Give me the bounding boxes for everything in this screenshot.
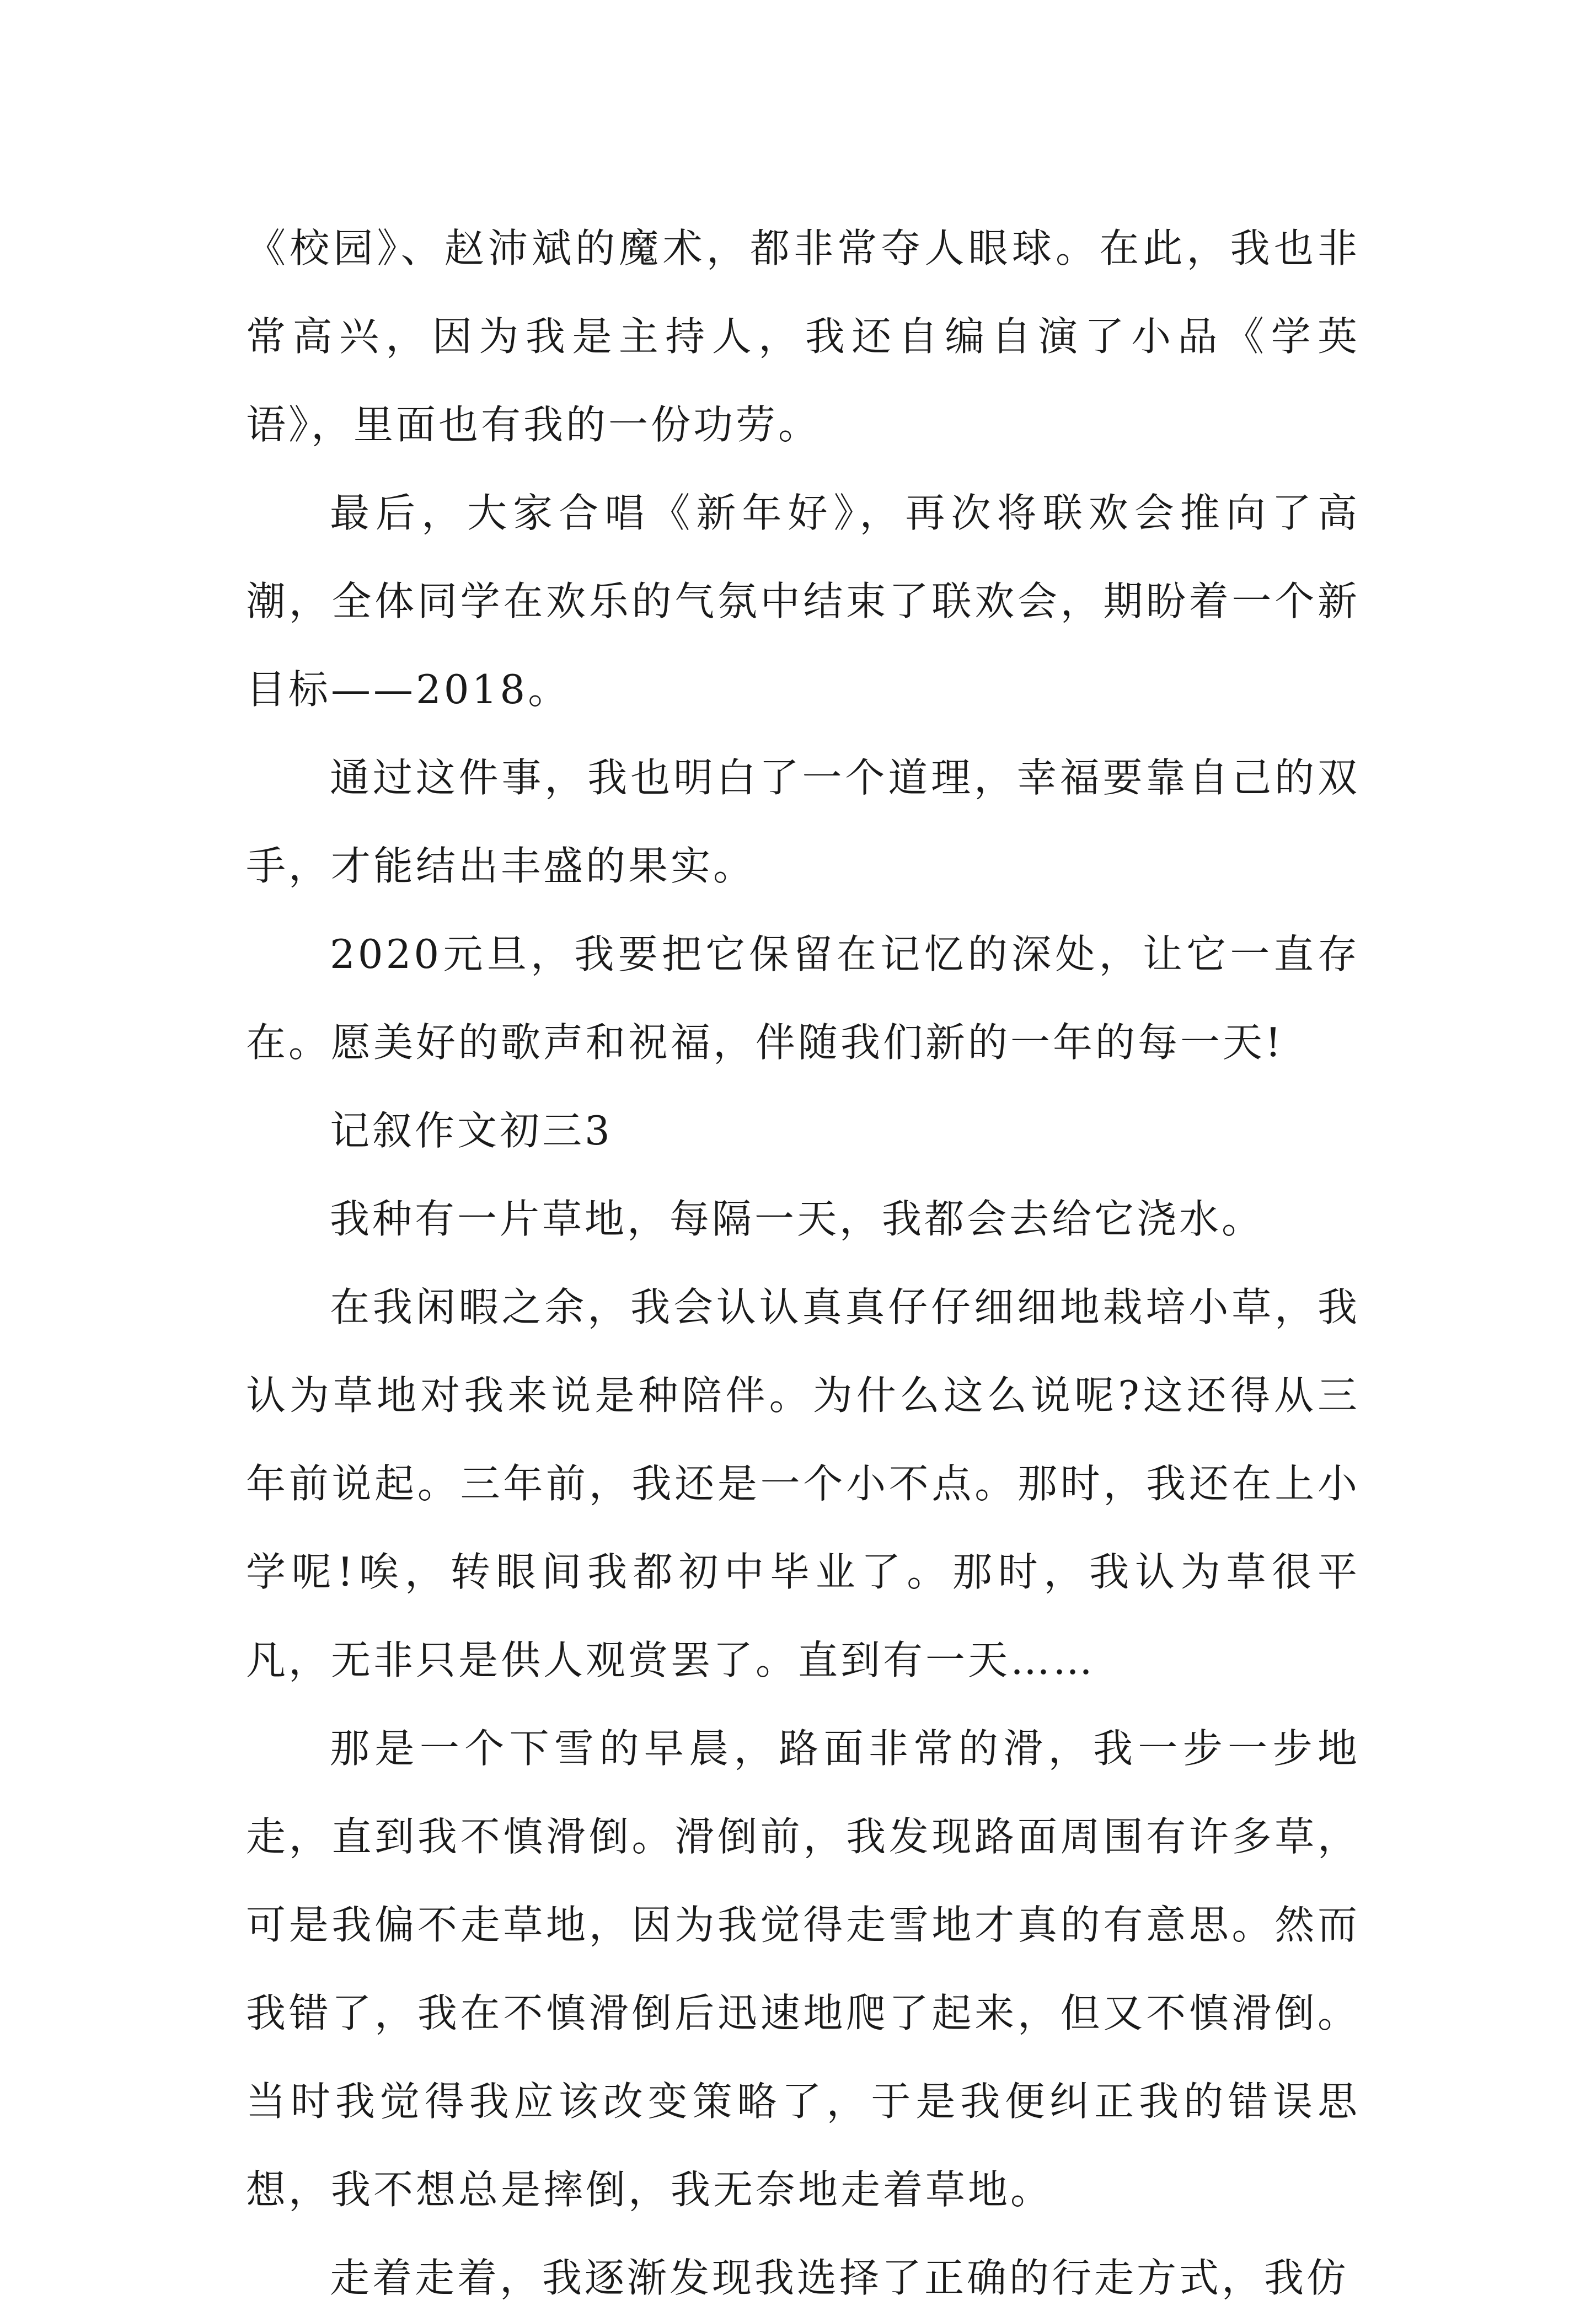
paragraph-2: 最后，大家合唱《新年好》，再次将联欢会推向了高潮，全体同学在欢乐的气氛中结束了联欢会，期盼着一个新目标——2018。 [246,490,1360,713]
document-body [246,204,1360,2322]
paragraph-3: 通过这件事，我也明白了一个道理，幸福要靠自己的双手，才能结出丰盛的果实。 [246,755,1360,889]
paragraph-6: 在我闲暇之余，我会认认真真仔仔细细地栽培小草，我认为草地对我来说是种陪伴。为什么这么说呢?这还得从三年前说起。三年前，我还是一个小不点。那时，我还在上小学呢!唉，转眼间我都初中毕业了。那时，我认为草很平凡，无非只是供人观赏罢了。直到有一天…… [246,1284,1360,1683]
paragraph-7: 那是一个下雪的早晨，路面非常的滑，我一步一步地走，直到我不慎滑倒。滑倒前，我发现路面周围有许多草，可是我偏不走草地，因为我觉得走雪地才真的有意思。然而我错了，我在不慎滑倒后迅速地爬了起来，但又不慎滑倒。当时我觉得我应该改变策略了，于是我便纠正我的错误思想，我不想总是摔倒，我无奈地走着草地。 [246,1725,1360,2213]
paragraph-1: 《校园》、赵沛斌的魔术，都非常夺人眼球。在此，我也非常高兴，因为我是主持人，我还自编自演了小品《学英语》，里面也有我的一份功劳。 [246,225,1360,448]
paragraph-5: 我种有一片草地，每隔一天，我都会去给它浇水。 [330,1196,1265,1242]
paragraph-8: 走着走着，我逐渐发现我选择了正确的行走方式，我仿 [330,2255,1349,2301]
section-heading: 记叙作文初三3 [330,1108,613,1154]
paragraph-4: 2020元旦，我要把它保留在记忆的深处，让它一直存在。愿美好的歌声和祝福，伴随我们新的一年的每一天! [246,931,1360,1066]
